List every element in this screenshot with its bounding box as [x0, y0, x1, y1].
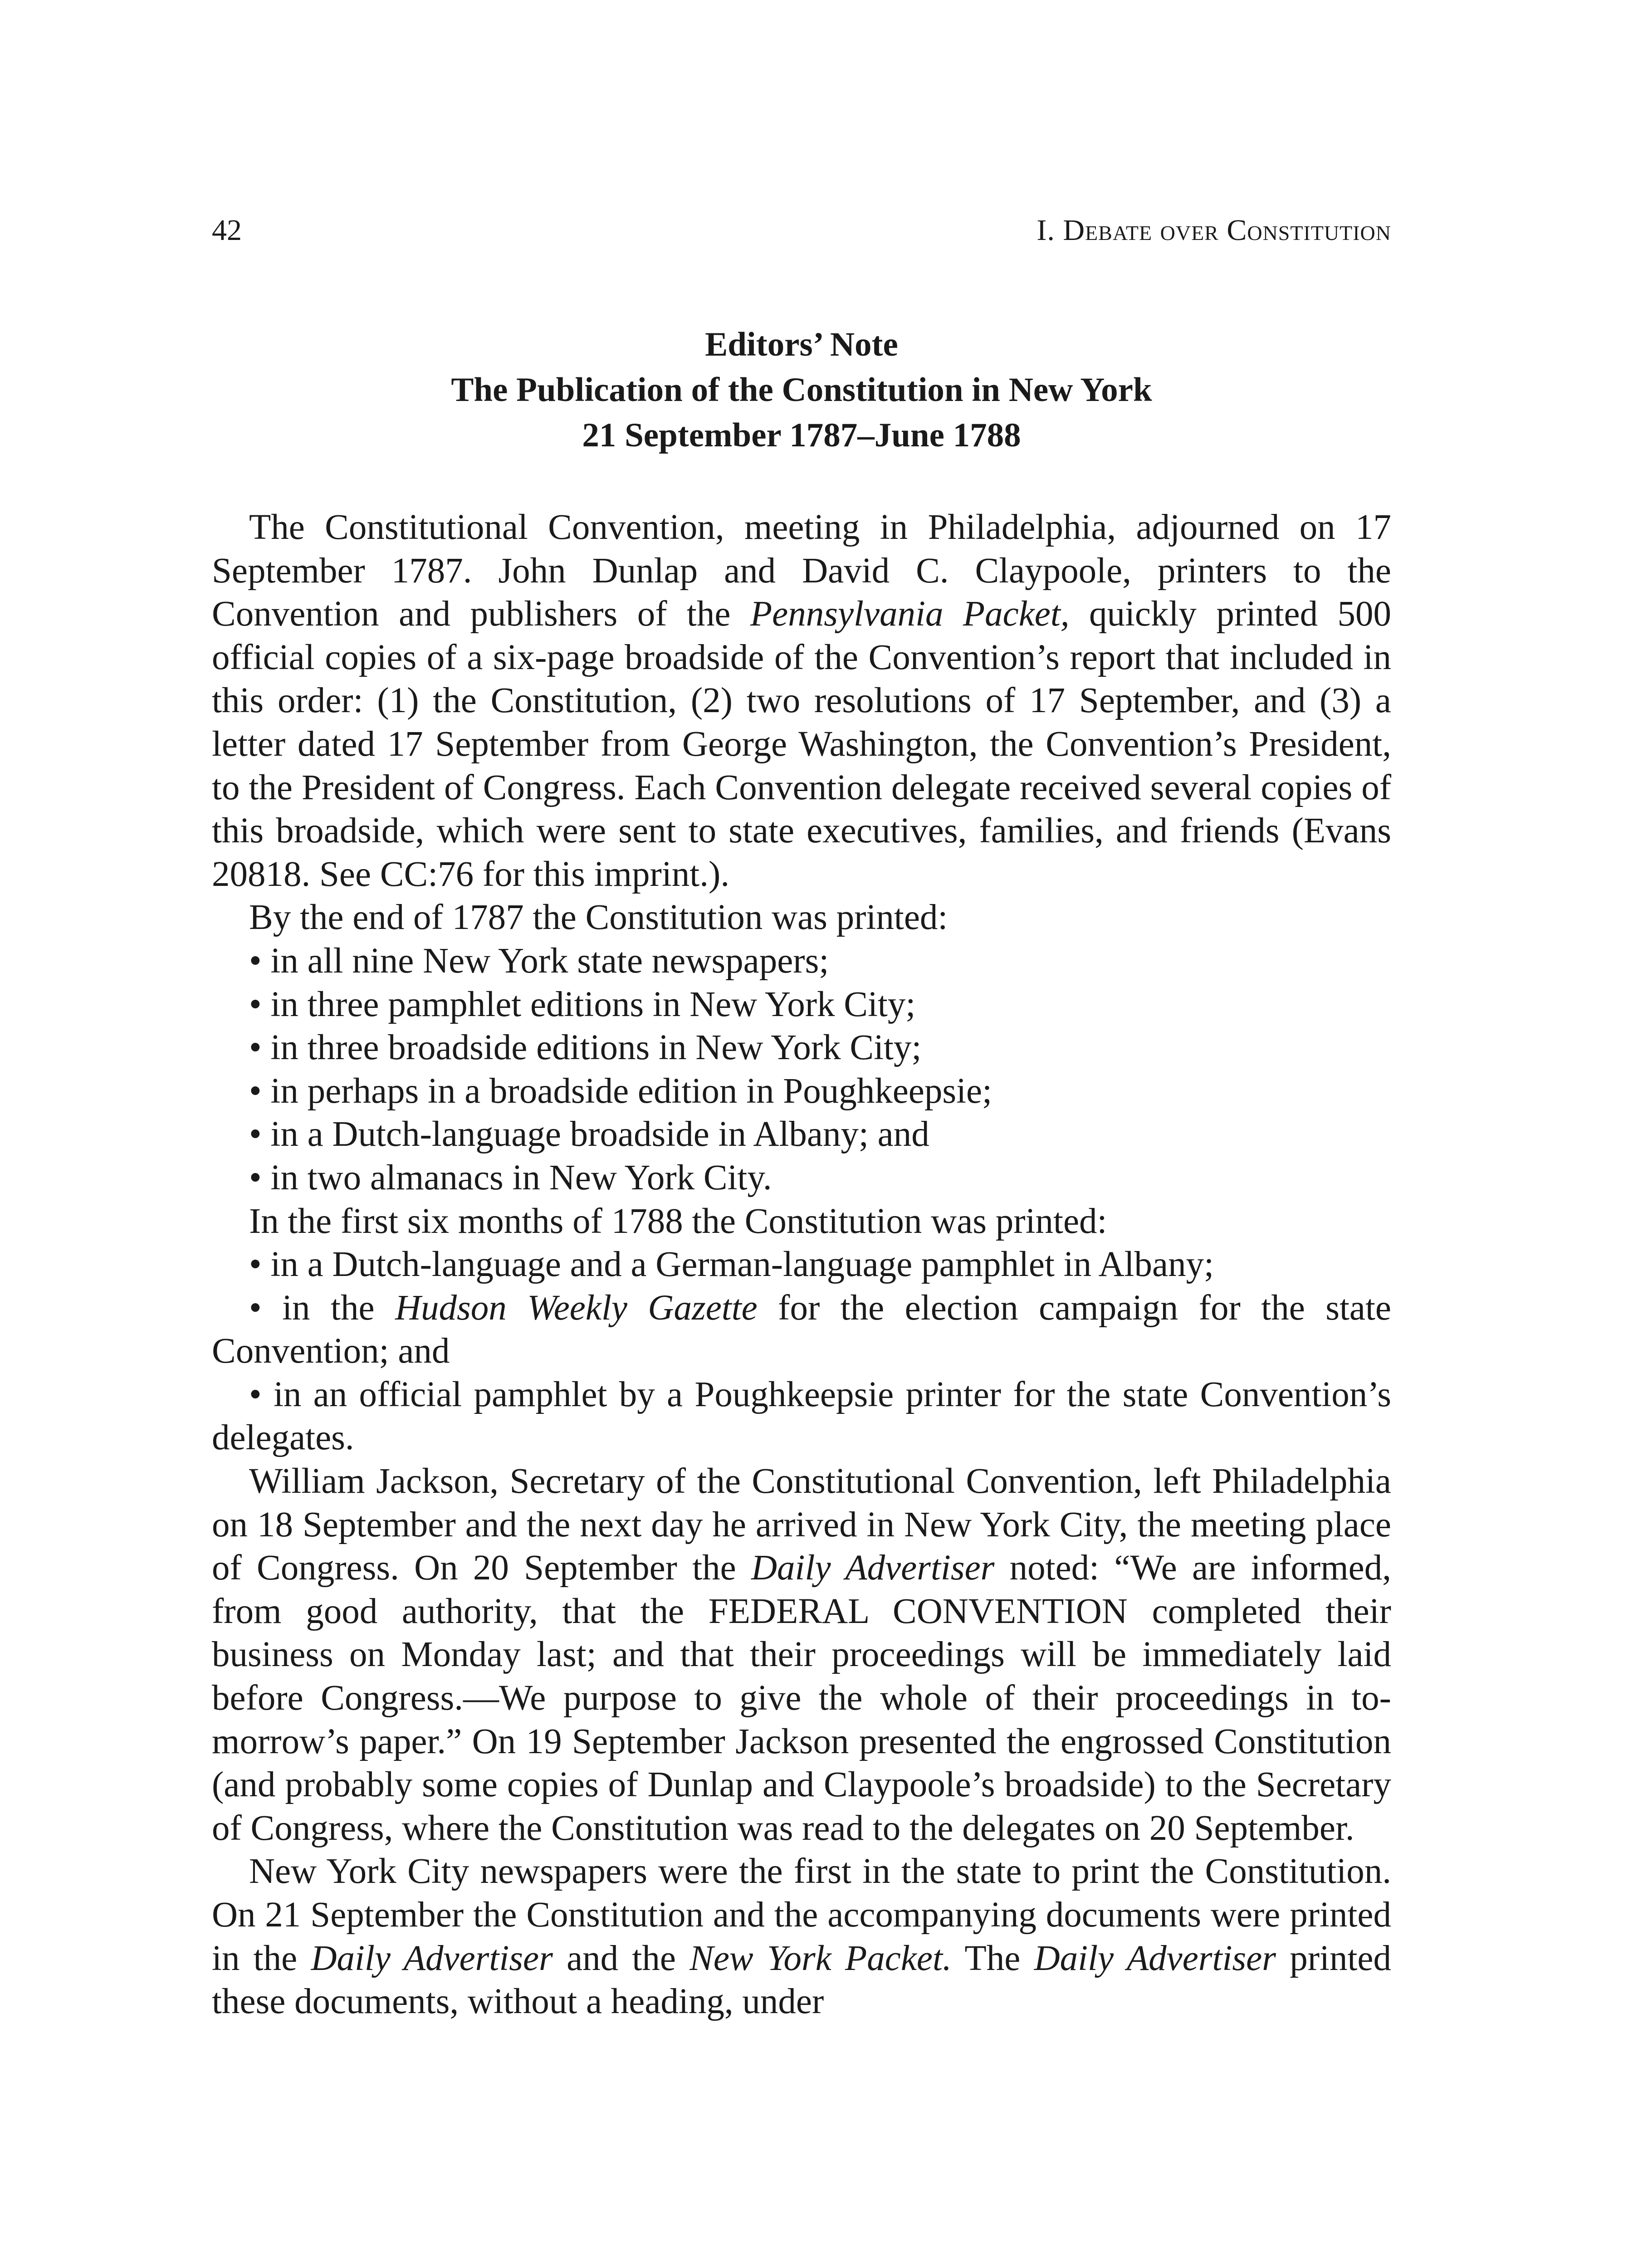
italic-title: Daily Advertiser	[1034, 1938, 1276, 1978]
text-run: The	[951, 1938, 1034, 1978]
italic-title: Hudson Weekly Gazette	[395, 1288, 758, 1328]
text-run: The Constitutional Convention, meeting in Philadelphia, adjourned on 17 September 1787. John Dunlap and David C. Claypoole, printers to the Convention and publishers of the	[212, 508, 1391, 634]
heading-line-2: The Publication of the Constitution in New York	[451, 371, 1152, 409]
list-1788-intro: In the first six months of 1788 the Constitution was printed:	[249, 1201, 1107, 1241]
paragraph-convention	[212, 506, 1391, 896]
paragraph-jackson	[212, 1460, 1391, 1850]
page-number: 42	[212, 214, 242, 247]
list-1787-intro: By the end of 1787 the Constitution was printed:	[249, 898, 948, 938]
italic-title: Daily Advertiser	[311, 1938, 553, 1978]
text-run: printed these documents, without a heading, under	[212, 1938, 1391, 2022]
text-run: New York City newspapers were the first in the state to print the Constitution. On 21 September the Constitution and the accompanying documents were printed in the	[212, 1852, 1391, 1978]
running-head	[212, 213, 1391, 268]
italic-title: Pennsylvania Packet,	[750, 594, 1070, 634]
text-run: William Jackson, Secretary of the Constitutional Convention, left Philadelphia on 18 September and the next day he arrived in New York City, the meeting place of Congress. On 20 September the	[212, 1461, 1391, 1588]
italic-title: Daily Advertiser	[751, 1548, 995, 1588]
text-run: and the	[552, 1938, 690, 1978]
list-item: • in three pamphlet editions in New York City;	[249, 984, 916, 1024]
text-run: • in the	[249, 1288, 395, 1328]
heading-line-3: 21 September 1787–June 1788	[582, 416, 1021, 454]
text-run: for the election campaign for the state Convention; and	[212, 1288, 1391, 1371]
editors-note-heading	[212, 322, 1391, 458]
list-item: • in a Dutch-language and a German-language pamphlet in Albany;	[249, 1245, 1214, 1285]
text-run: quickly printed 500 official copies of a six-page broadside of the Convention’s report that included in this order: (1) the Constitution, (2) two resolutions of 17 September, and (3) a letter dated 17 September from George Washington, the Convention’s President, to the President of Congress. Each Convention delegate received several copies of this broadside, which were sent to state executives, families, and friends (Evans 20818. See CC:76 for this imprint.).	[212, 594, 1392, 894]
list-item: • in perhaps in a broadside edition in Poughkeepsie;	[249, 1071, 993, 1111]
paragraph-newspapers	[212, 1850, 1391, 2023]
section-title: I. Debate over Constitution	[1037, 214, 1391, 247]
list-item: • in an official pamphlet by a Poughkeepsie printer for the state Convention’s delegates.	[212, 1374, 1391, 1458]
text-run: noted: “We are informed, from good authority, that the FEDERAL CONVENTION completed their business on Monday last; and that their proceedings will be immediately laid before Congress.—We purpose to give the whole of their proceedings in to-morrow’s paper.” On 19 September Jackson presented the engrossed Constitution (and probably some copies of Dunlap and Claypoole’s broadside) to the Secretary of Congress, where the Constitution was read to the delegates on 20 September.	[212, 1548, 1391, 1848]
list-item: • in two almanacs in New York City.	[249, 1158, 772, 1198]
italic-title: New York Packet.	[689, 1938, 952, 1978]
list-item: • in a Dutch-language broadside in Albany; and	[249, 1114, 929, 1154]
document-page	[212, 213, 1391, 2024]
list-item: • in three broadside editions in New York City;	[249, 1028, 922, 1068]
body-text	[212, 506, 1391, 2024]
heading-line-1: Editors’ Note	[705, 326, 898, 363]
list-item	[212, 1286, 1391, 1373]
list-item: • in all nine New York state newspapers;	[249, 941, 829, 981]
